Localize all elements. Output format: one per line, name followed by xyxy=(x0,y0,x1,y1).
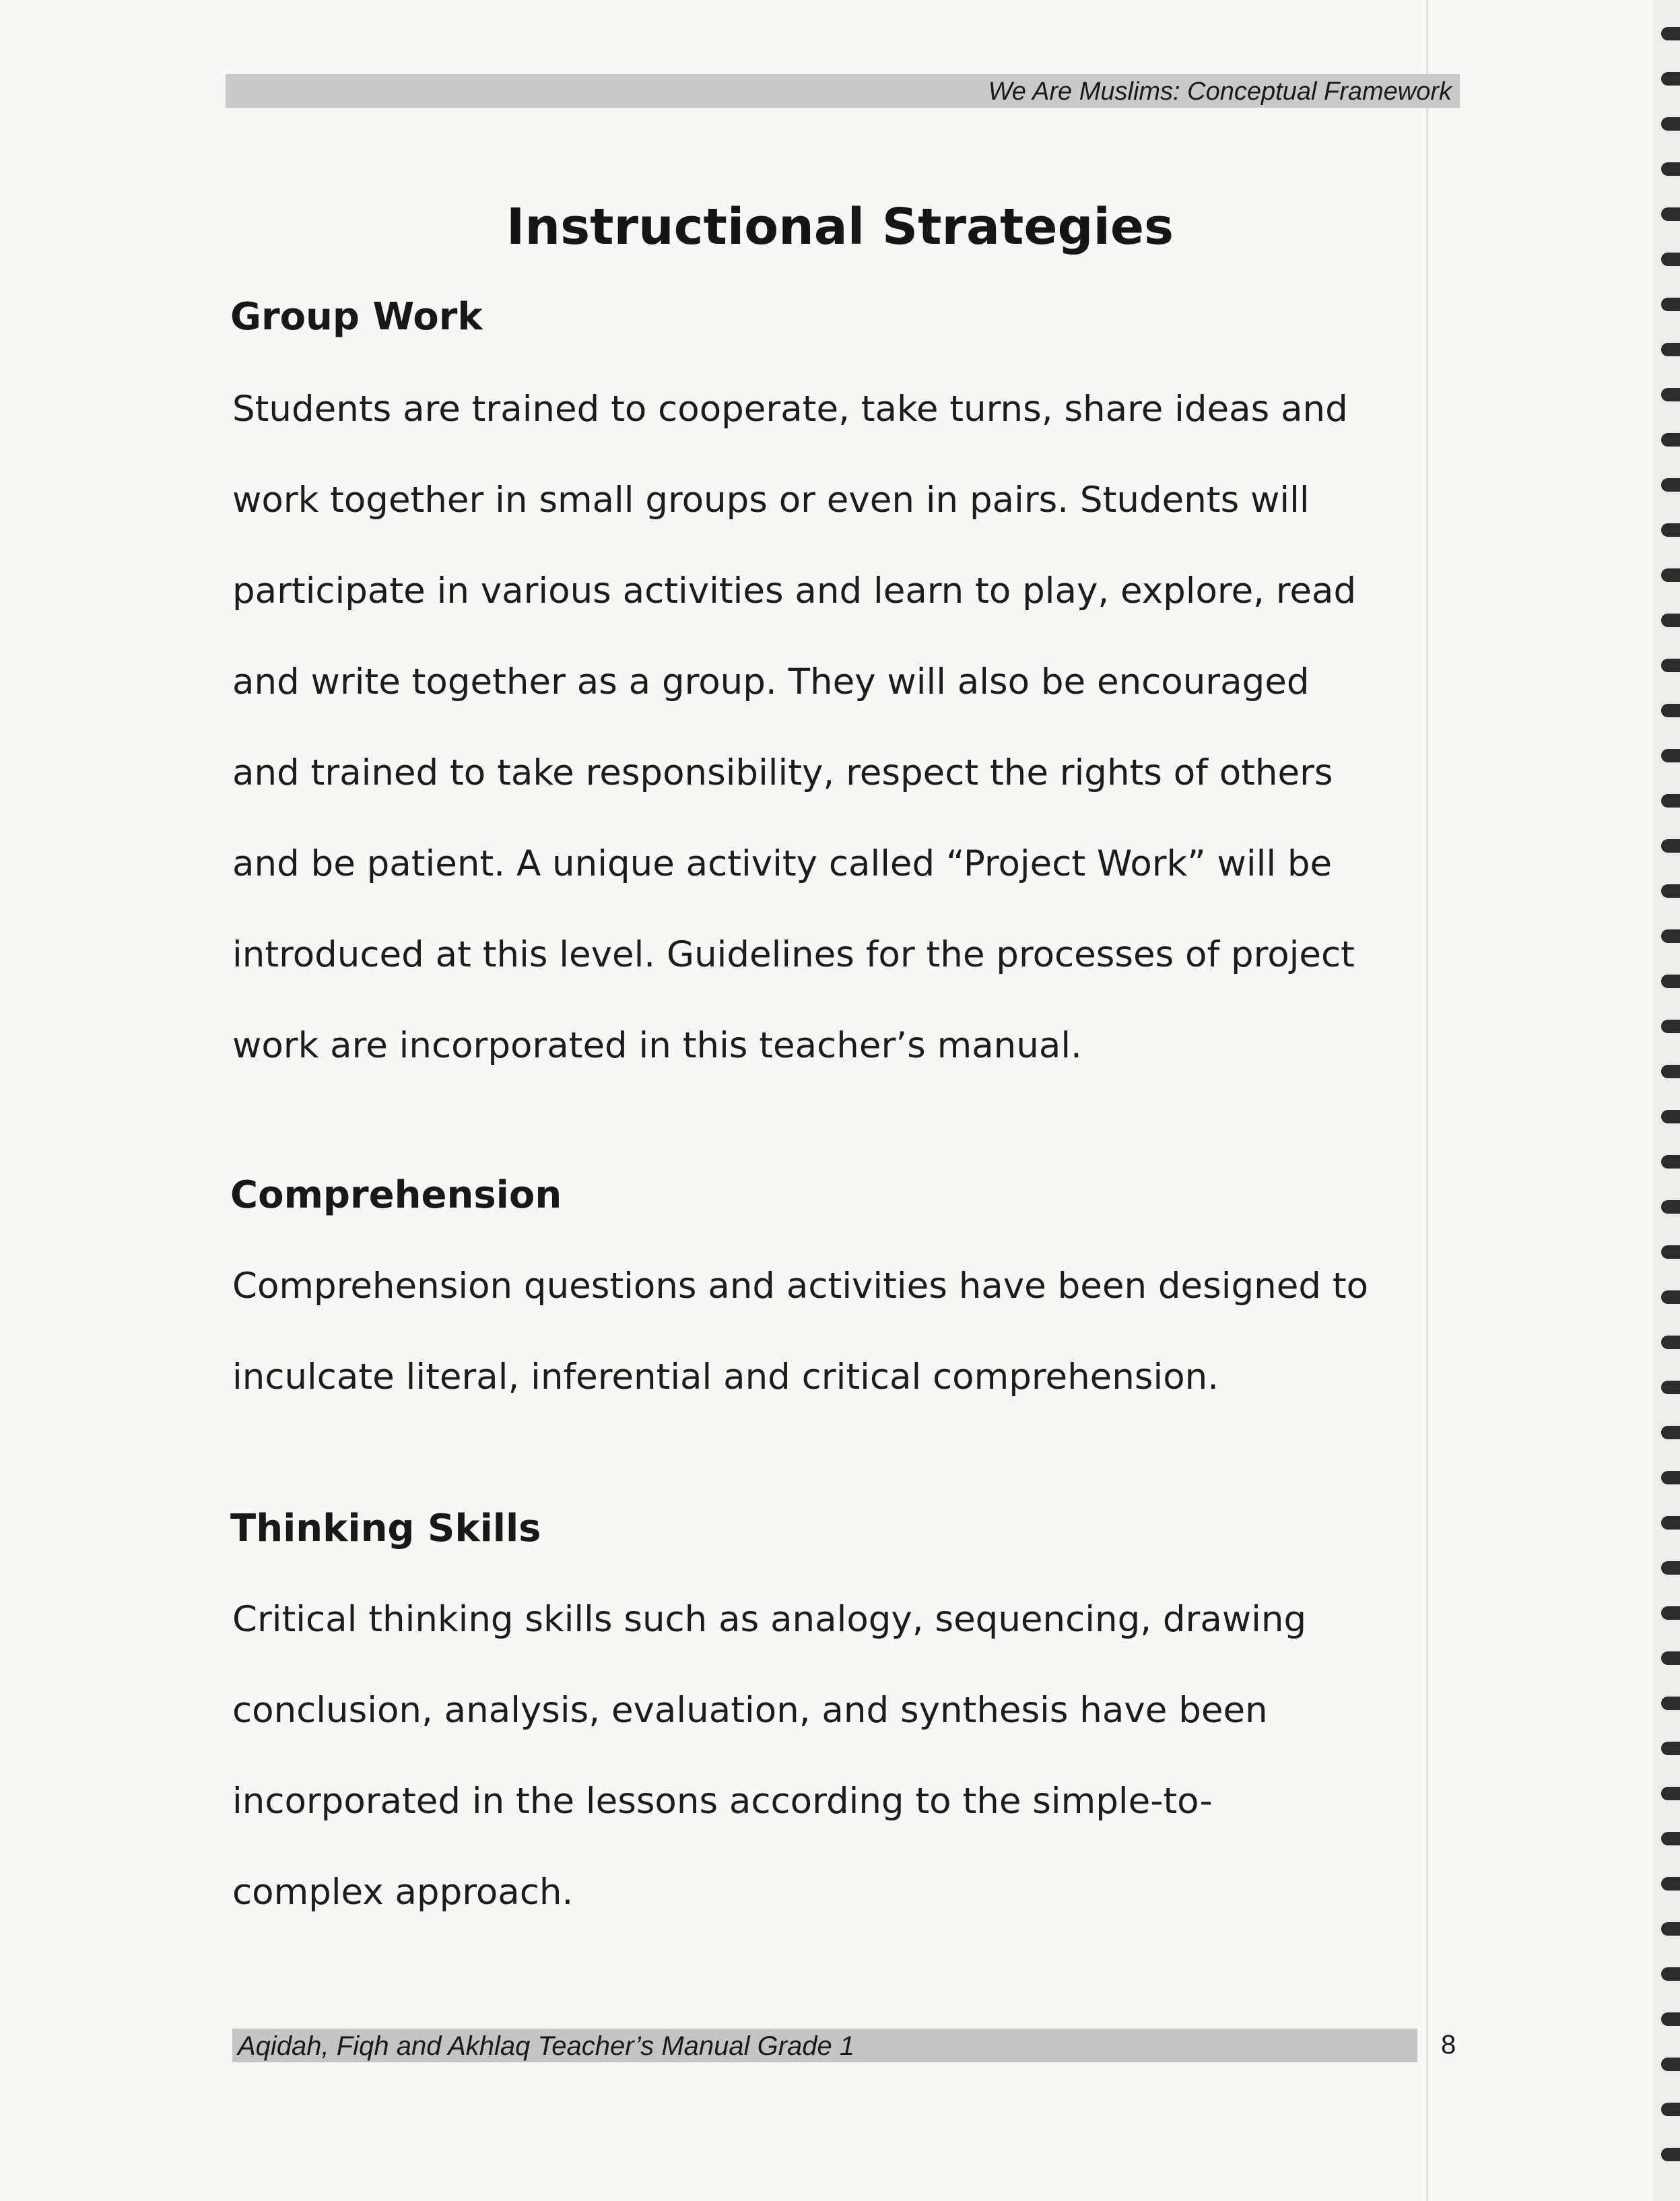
spiral-coil xyxy=(1661,1471,1680,1484)
text-line: conclusion, analysis, evaluation, and synthesis have been xyxy=(232,1690,1268,1731)
text-line: and be patient. A unique activity called “Project Work” will be xyxy=(232,843,1333,884)
spiral-coil xyxy=(1661,1561,1680,1575)
text-line: inculcate literal, inferential and critical comprehension. xyxy=(232,1356,1219,1398)
running-header-bar xyxy=(226,74,1460,108)
spiral-coil xyxy=(1661,568,1680,582)
text-line: work are incorporated in this teacher’s manual. xyxy=(232,1025,1082,1066)
spiral-coil xyxy=(1661,1516,1680,1530)
spiral-coil xyxy=(1661,2012,1680,2026)
section-body-thinking-skills xyxy=(232,1574,1459,1938)
spiral-coil xyxy=(1661,478,1680,492)
section-body-group-work xyxy=(232,364,1459,1091)
text-line: introduced at this level. Guidelines for the processes of project xyxy=(232,934,1355,975)
spiral-coil xyxy=(1661,1065,1680,1078)
page-number: 8 xyxy=(1441,2030,1456,2060)
running-header-title: We Are Muslims: Conceptual Framework xyxy=(988,77,1452,106)
spiral-coil xyxy=(1661,1697,1680,1710)
spiral-coil xyxy=(1661,929,1680,943)
spiral-coil xyxy=(1661,207,1680,221)
spiral-coil xyxy=(1661,1155,1680,1169)
running-footer-title: Aqidah, Fiqh and Akhlaq Teacher’s Manual Grade 1 xyxy=(238,2031,855,2061)
spiral-coil xyxy=(1661,1110,1680,1123)
text-line: participate in various activities and learn to play, explore, read xyxy=(232,570,1357,612)
spiral-coil xyxy=(1661,433,1680,447)
section-heading-group-work: Group Work xyxy=(230,295,483,339)
text-line: work together in small groups or even in pairs. Students will xyxy=(232,480,1310,521)
spiral-coil xyxy=(1661,1336,1680,1349)
section-heading-comprehension: Comprehension xyxy=(230,1173,562,1217)
spiral-coil xyxy=(1661,749,1680,762)
running-footer-bar xyxy=(232,2029,1417,2062)
spiral-coil xyxy=(1661,1967,1680,1981)
text-line: Comprehension questions and activities have been designed to xyxy=(232,1266,1369,1307)
spiral-coil xyxy=(1661,884,1680,898)
spiral-coil xyxy=(1661,1651,1680,1665)
spiral-binding xyxy=(1653,0,1680,2201)
spiral-coil xyxy=(1661,298,1680,311)
spiral-coil xyxy=(1661,1381,1680,1394)
spiral-coil xyxy=(1661,704,1680,717)
text-line: incorporated in the lessons according to the simple-to- xyxy=(232,1781,1213,1822)
text-line: Students are trained to cooperate, take turns, share ideas and xyxy=(232,389,1348,430)
spiral-coil xyxy=(1661,1922,1680,1936)
section-heading-thinking-skills: Thinking Skills xyxy=(230,1507,541,1550)
spiral-coil xyxy=(1661,343,1680,356)
section-body-comprehension xyxy=(232,1241,1459,1422)
spiral-coil xyxy=(1661,1290,1680,1304)
spiral-coil xyxy=(1661,1020,1680,1033)
text-line: complex approach. xyxy=(232,1872,574,1913)
spiral-coil xyxy=(1661,794,1680,808)
spiral-coil xyxy=(1661,1245,1680,1259)
spiral-coil xyxy=(1661,523,1680,537)
spiral-coil xyxy=(1661,2103,1680,2116)
spiral-coil xyxy=(1661,1606,1680,1620)
spiral-coil xyxy=(1661,1832,1680,1845)
text-line: and write together as a group. They will also be encouraged xyxy=(232,661,1310,702)
spiral-coil xyxy=(1661,975,1680,988)
text-line: and trained to take responsibility, respect the rights of others xyxy=(232,752,1333,793)
spiral-coil xyxy=(1661,2148,1680,2161)
spiral-coil xyxy=(1661,1742,1680,1755)
spiral-coil xyxy=(1661,253,1680,266)
spiral-coil xyxy=(1661,614,1680,627)
spiral-coil xyxy=(1661,162,1680,176)
spiral-coil xyxy=(1661,1200,1680,1214)
spiral-coil xyxy=(1661,1426,1680,1439)
spiral-coil xyxy=(1661,1877,1680,1891)
spiral-coil xyxy=(1661,72,1680,86)
spiral-coil xyxy=(1661,839,1680,853)
page-title: Instructional Strategies xyxy=(506,198,1174,256)
spiral-coil xyxy=(1661,117,1680,131)
spiral-coil xyxy=(1661,659,1680,672)
spiral-coil xyxy=(1661,2058,1680,2071)
spiral-coil xyxy=(1661,1787,1680,1800)
spiral-coil xyxy=(1661,388,1680,401)
spiral-coil xyxy=(1661,27,1680,40)
text-line: Critical thinking skills such as analogy, sequencing, drawing xyxy=(232,1599,1307,1640)
